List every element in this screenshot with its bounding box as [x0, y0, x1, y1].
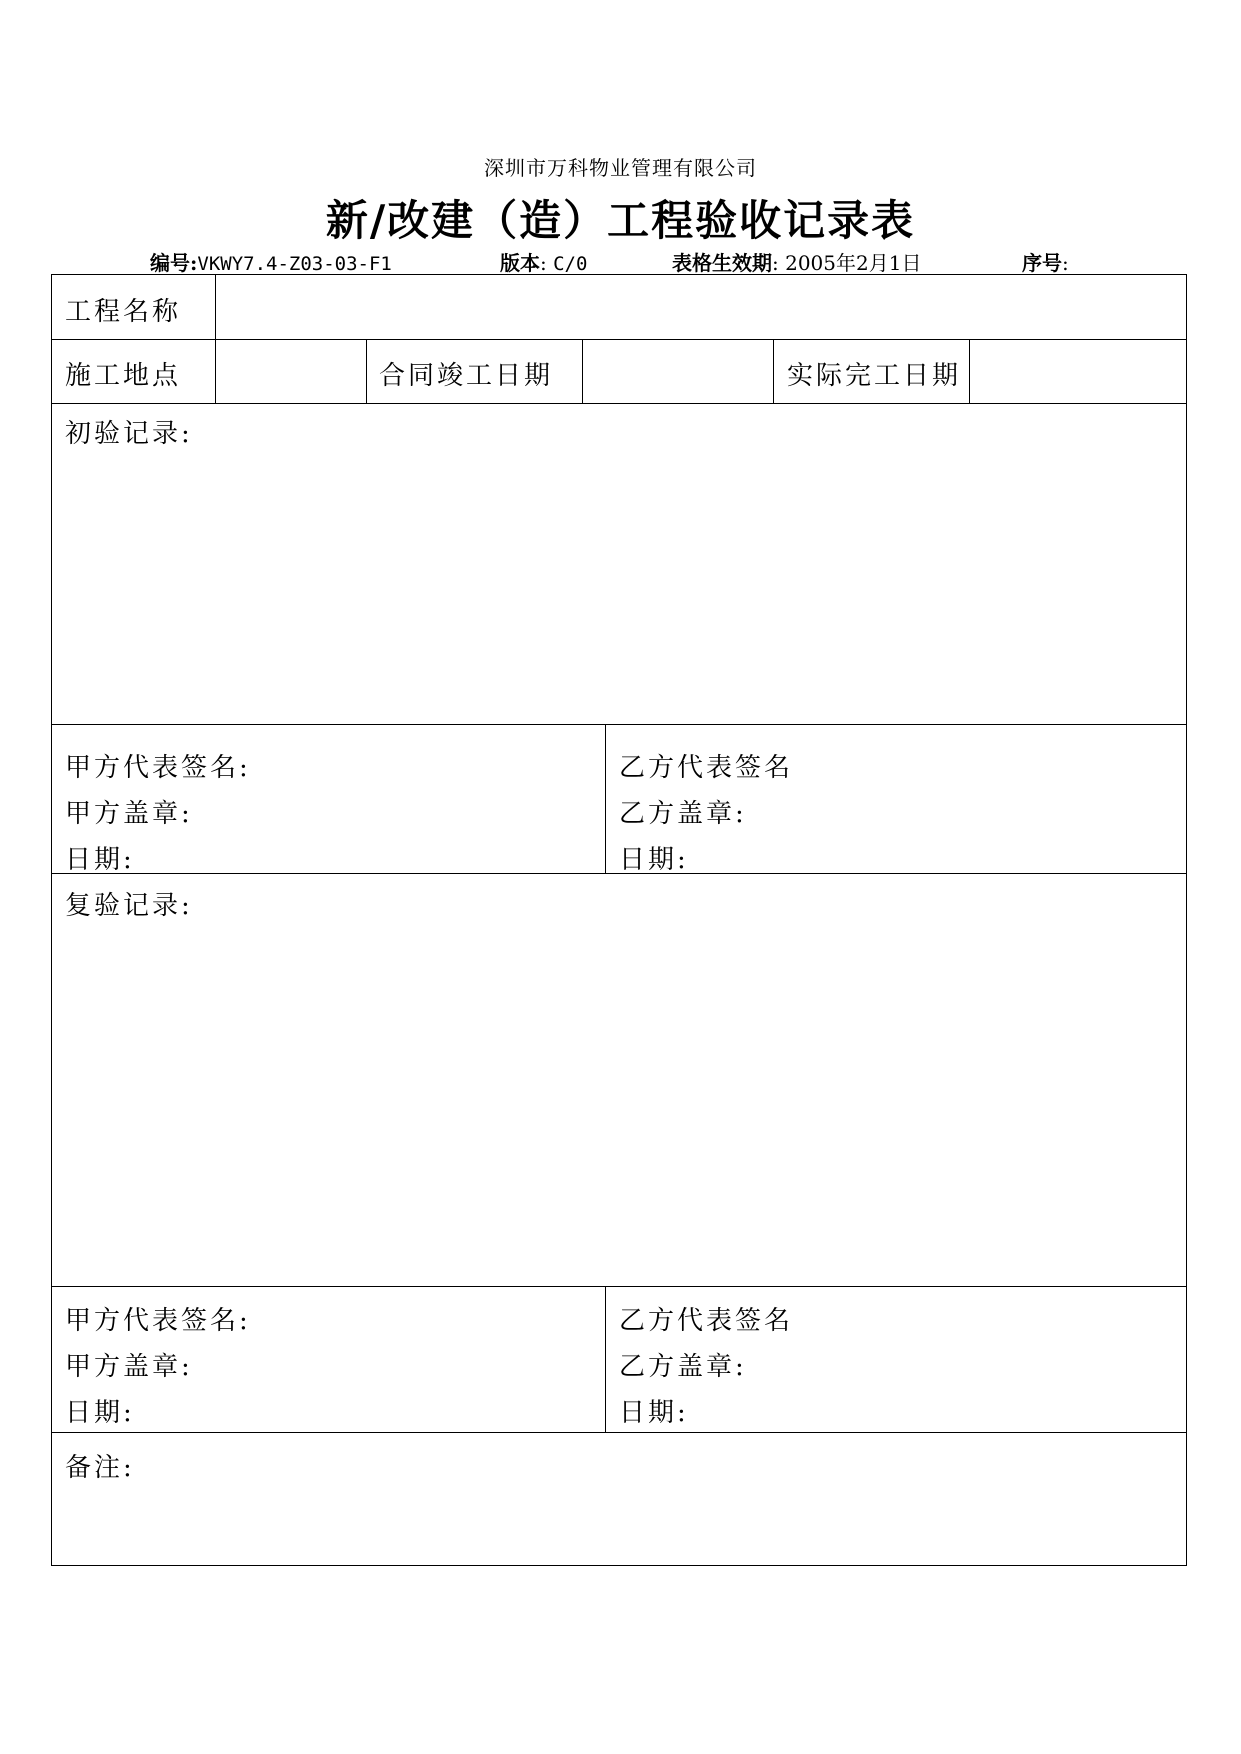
re-inspection-record-field[interactable]	[52, 923, 1186, 1286]
acceptance-form	[51, 274, 1187, 1566]
row-divider	[52, 1432, 1186, 1433]
column-divider	[773, 339, 774, 403]
company-name: 深圳市万科物业管理有限公司	[484, 156, 757, 180]
row-divider	[52, 724, 1186, 725]
column-divider	[366, 339, 367, 403]
colon: :	[1062, 251, 1069, 275]
form-version	[500, 247, 587, 276]
version-value: C/0	[553, 253, 588, 275]
row-divider	[52, 1286, 1186, 1287]
form-code-label: 编号	[150, 251, 190, 275]
form-code	[150, 247, 392, 276]
colon: :	[772, 251, 786, 275]
construction-site-label: 施工地点	[65, 361, 182, 391]
actual-completion-date-label: 实际完工日期	[787, 361, 962, 391]
serial-number	[1022, 247, 1069, 276]
version-label: 版本	[500, 251, 540, 275]
form-code-value: VKWY7.4-Z03-03-F1	[197, 253, 392, 275]
form-title: 新/改建（造）工程验收记录表	[325, 196, 916, 245]
party-b-seal-label: 乙方盖章:	[619, 1352, 747, 1382]
party-a-date-label: 日期:	[65, 1398, 135, 1428]
party-b-seal-label: 乙方盖章:	[619, 799, 747, 829]
effective-date-label: 表格生效期	[672, 251, 772, 275]
colon: :	[540, 251, 554, 275]
column-divider	[605, 1286, 606, 1432]
actual-completion-date-field[interactable]	[970, 340, 1186, 403]
contract-completion-date-label: 合同竣工日期	[379, 361, 554, 391]
party-b-signature-label: 乙方代表签名	[619, 1306, 794, 1336]
construction-site-field[interactable]	[216, 340, 366, 403]
project-name-field[interactable]	[216, 275, 1186, 339]
party-a-date-label: 日期:	[65, 845, 135, 875]
column-divider	[605, 724, 606, 873]
remarks-field[interactable]	[52, 1480, 1186, 1565]
colon: :	[190, 251, 198, 275]
re-inspection-label: 复验记录:	[65, 891, 193, 921]
initial-inspection-record-field[interactable]	[52, 450, 1186, 724]
initial-inspection-label: 初验记录:	[65, 419, 193, 449]
party-a-seal-label: 甲方盖章:	[65, 1352, 193, 1382]
remarks-label: 备注:	[65, 1453, 135, 1483]
serial-number-label: 序号	[1022, 251, 1062, 275]
project-name-label: 工程名称	[65, 297, 182, 327]
party-b-date-label: 日期:	[619, 1398, 689, 1428]
contract-completion-date-field[interactable]	[583, 340, 773, 403]
effective-date	[672, 247, 921, 276]
row-divider	[52, 403, 1186, 404]
party-b-signature-label: 乙方代表签名	[619, 753, 794, 783]
party-a-signature-label: 甲方代表签名:	[65, 1306, 251, 1336]
party-a-signature-label: 甲方代表签名:	[65, 753, 251, 783]
party-b-date-label: 日期:	[619, 845, 689, 875]
effective-date-value: 2005年2月1日	[785, 251, 922, 275]
party-a-seal-label: 甲方盖章:	[65, 799, 193, 829]
